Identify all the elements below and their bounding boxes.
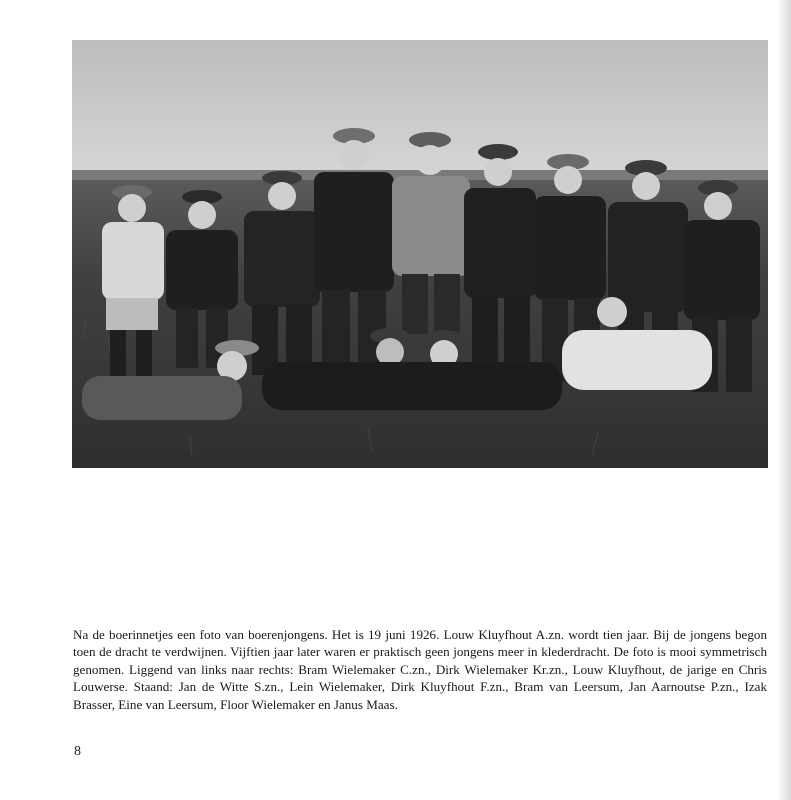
- page-number: 8: [74, 744, 81, 759]
- page-edge-shadow: [777, 0, 791, 800]
- photo-caption: Na de boerinnetjes een foto van boerenjongens. Het is 19 juni 1926. Louw Kluyfhout A.zn. wordt tien jaar. Bij de jongens begon toen de dracht te verdwijnen. Vijftien jaar later waren er praktisch geen jongens meer in klederdracht. De foto is mooi symmetrisch genomen. Liggend van links naar rechts: Bram Wielemaker C.zn., Dirk Wielemaker Kr.zn., Louw Kluyfhout, de jarige en Chris Louwerse. Staand: Jan de Witte S.zn., Lein Wielemaker, Dirk Kluyfhout F.zn., Bram van Leersum, Jan Aarnoutse P.zn., Izak Brasser, Eine van Leersum, Floor Wielemaker en Janus Maas.: [73, 627, 767, 712]
- group-photograph: [72, 40, 768, 468]
